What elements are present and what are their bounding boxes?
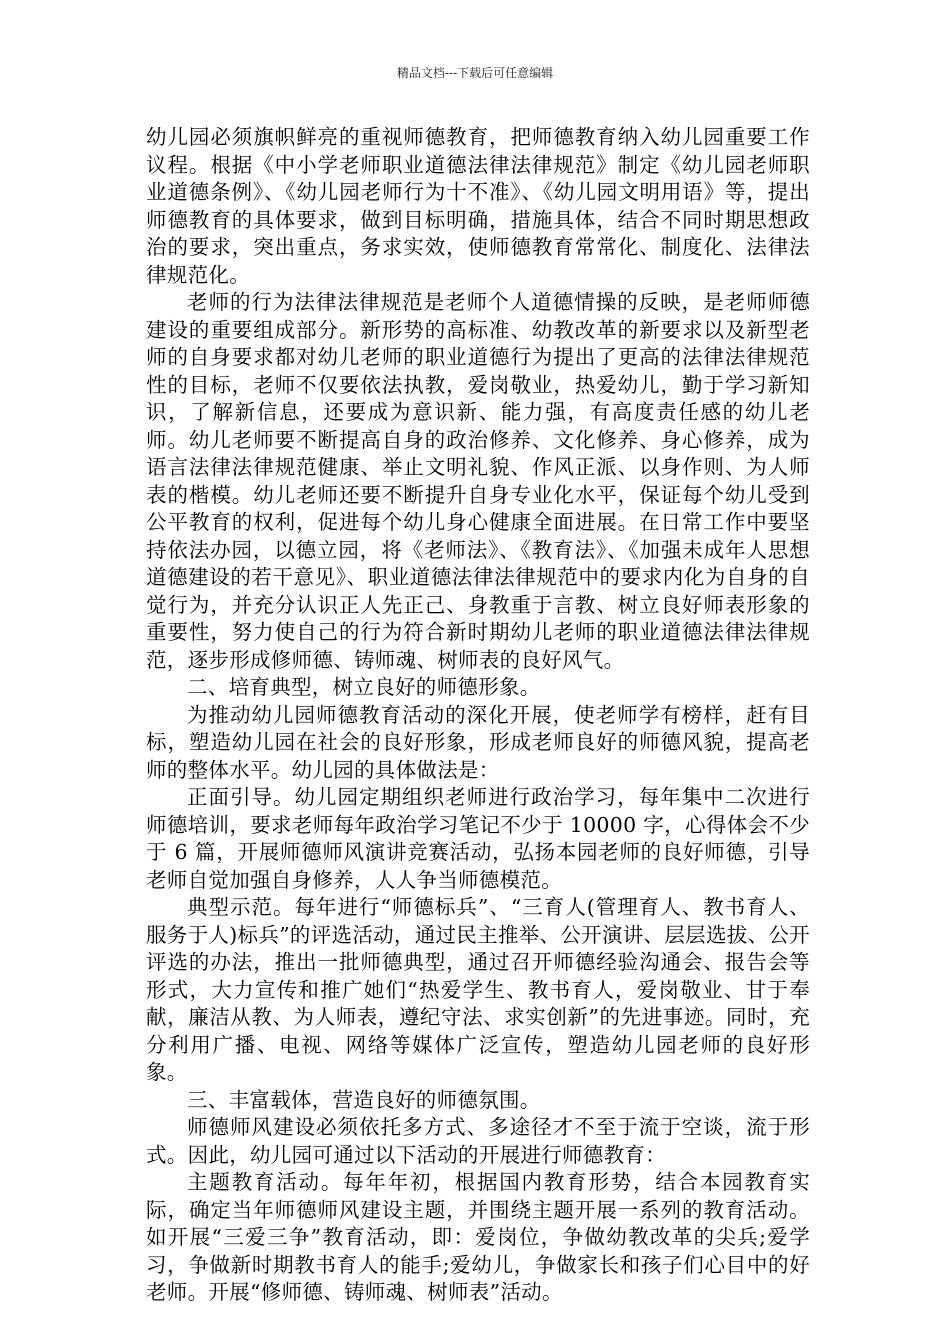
paragraph: 为推动幼儿园师德教育活动的深化开展，使老师学有榜样，赶有目标，塑造幼儿园在社会的良好形象，形成老师良好的师德风貌，提高老师的整体水平。幼儿园的具体做法是： [146,702,810,782]
section-heading: 三、丰富载体，营造良好的师德氛围。 [187,1087,541,1112]
paragraph: 师德师风建设必须依托多方式、多途径才不至于流于空谈，流于形式。因此，幼儿园可通过以下活动的开展进行师德教育： [146,1115,810,1167]
document-body [146,124,810,1307]
paragraph: 老师的行为法律法律规范是老师个人道德情操的反映，是老师师德建设的重要组成部分。新形势的高标准、幼教改革的新要求以及新型老师的自身要求都对幼儿老师的职业道德行为提出了更高的法律法律规范性的目标，老师不仅要依法执教，爱岗敬业，热爱幼儿，勤于学习新知识，了解新信息，还要成为意识新、能力强，有高度责任感的幼儿老师。幼儿老师要不断提高自身的政治修养、文化修养、身心修养，成为语言法律法律规范健康、举止文明礼貌、作风正派、以身作则、为人师表的楷模。幼儿老师还要不断提升自身专业化水平，保证每个幼儿受到公平教育的权利，促进每个幼儿身心健康全面进展。在日常工作中要坚持依法办园，以德立园，将《老师法》、《教育法》、《加强未成年人思想道德建设的若干意见》、职业道德法律法律规范中的要求内化为自身的自觉行为，并充分认识正人先正己、身教重于言教、树立良好师表形象的重要性，努力使自己的行为符合新时期幼儿老师的职业道德法律法律规范，逐步形成修师德、铸师魂、树师表的良好风气。 [146,290,810,672]
page-header: 精品文档---下载后可任意编辑 [396,66,554,80]
paragraph: 典型示范。每年进行“师德标兵”、“三育人(管理育人、教书育人、服务于人)标兵”的评选活动，通过民主推举、公开演讲、层层选拔、公开评选的办法，推出一批师德典型，通过召开师德经验沟通会、报告会等形式，大力宣传和推广她们“热爱学生、教书育人，爱岗敬业、甘于奉献，廉洁从教、为人师表，遵纪守法、求实创新”的先进事迹。同时，充分利用广播、电视、网络等媒体广泛宣传，塑造幼儿园老师的良好形象。 [146,895,810,1084]
paragraph: 正面引导。幼儿园定期组织老师进行政治学习，每年集中二次进行师德培训，要求老师每年政治学习笔记不少于 10000 字，心得体会不少于 6 篇，开展师德师风演讲竞赛活动，弘扬本园老师的良好师德，引导老师自觉加强自身修养，人人争当师德模范。 [146,785,810,892]
paragraph: 主题教育活动。每年年初，根据国内教育形势，结合本园教育实际，确定当年师德师风建设主题，并围绕主题开展一系列的教育活动。如开展“三爱三争”教育活动，即：爱岗位，争做幼教改革的尖兵;爱学习，争做新时期教书育人的能手;爱幼儿，争做家长和孩子们心目中的好老师。开展“修师德、铸师魂、树师表”活动。 [146,1170,810,1304]
paragraph: 幼儿园必须旗帜鲜亮的重视师德教育，把师德教育纳入幼儿园重要工作议程。根据《中小学老师职业道德法律法律规范》制定《幼儿园老师职业道德条例》、《幼儿园老师行为十不准》、《幼儿园文明用语》等，提出师德教育的具体要求，做到目标明确，措施具体，结合不同时期思想政治的要求，突出重点，务求实效，使师德教育常常化、制度化、法律法律规范化。 [146,125,810,287]
section-heading: 二、培育典型，树立良好的师德形象。 [187,675,541,699]
